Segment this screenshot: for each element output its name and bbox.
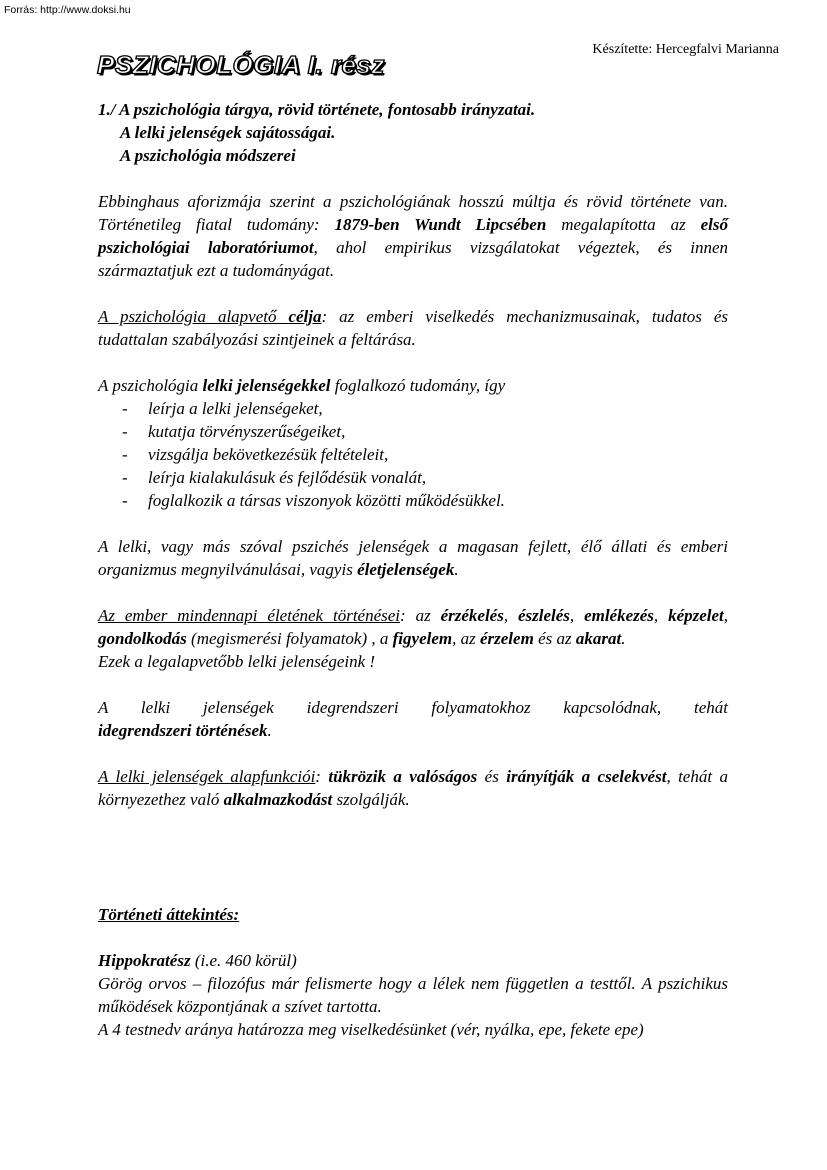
paragraph-basic-phenomena: Ezek a legalapvetőbb lelki jelenségeink ! bbox=[98, 652, 376, 671]
list-item: - kutatja törvényszerűségeiket, bbox=[98, 420, 728, 443]
page-title: PSZICHOLÓGIA I. rész bbox=[97, 50, 385, 80]
paragraph-daily-events: Az ember mindennapi életének történései: az érzékelés, észlelés, emlékezés, képzelet, gondolkodás (megismerési folyamatok) , a figyelem, az érzelem és az akarat. bbox=[98, 606, 729, 648]
paragraph-goal: A pszichológia alapvető célja: az emberi viselkedés mechanizmusainak, tudatos és tudattalan szabályozási szintjeinek a feltárása. bbox=[98, 307, 728, 349]
paragraph-nervous-line: A lelki jelenségek idegrendszeri folyamatokhoz kapcsolódnak, tehát bbox=[98, 698, 728, 717]
heading-line-3: A pszichológia módszerei bbox=[120, 146, 296, 165]
list-item: - leírja a lelki jelenségeket, bbox=[98, 397, 728, 420]
phenomena-list bbox=[98, 397, 728, 512]
source-url: Forrás: http://www.doksi.hu bbox=[4, 4, 131, 16]
list-item: - foglalkozik a társas viszonyok közötti működésükkel. bbox=[98, 489, 728, 512]
chapter-heading bbox=[98, 98, 728, 167]
paragraph-phenomena: A pszichológia lelki jelenségekkel foglalkozó tudomány, így bbox=[98, 376, 506, 395]
paragraph-ebbinghaus: Ebbinghaus aforizmája szerint a pszichológiának hosszú múltja és rövid története van. Történetileg fiatal tudomány: 1879-ben Wundt Lipcsében megalapította az első pszichológiai laboratóriumot, ahol empirikus vizsgálatokat végeztek, és innen származtatjuk ezt a tudományágat. bbox=[98, 192, 729, 280]
hippokrates-text-2: A 4 testnedv aránya határozza meg viselkedésünket (vér, nyálka, epe, fekete epe) bbox=[98, 1020, 644, 1039]
document-body bbox=[98, 98, 728, 1041]
history-title: Történeti áttekintés: bbox=[98, 905, 240, 924]
author-line: Készítette: Hercegfalvi Marianna bbox=[592, 42, 779, 57]
heading-line-1: 1./ A pszichológia tárgya, rövid története, fontosabb irányzatai. bbox=[98, 100, 536, 119]
list-item: - leírja kialakulásuk és fejlődésük vonalát, bbox=[98, 466, 728, 489]
list-item: - vizsgálja bekövetkezésük feltételeit, bbox=[98, 443, 728, 466]
paragraph-life-phenomena: A lelki, vagy más szóval pszichés jelenségek a magasan fejlett, élő állati és emberi organizmus megnyilvánulásai, vagyis életjelenségek. bbox=[98, 537, 728, 579]
paragraph-functions: A lelki jelenségek alapfunkciói: tükrözik a valóságos és irányítják a cselekvést, tehát a környezethez való alkalmazkodást szolgálják. bbox=[98, 767, 728, 809]
heading-line-2: A lelki jelenségek sajátosságai. bbox=[120, 123, 336, 142]
hippokrates-heading: Hippokratész (i.e. 460 körül) bbox=[98, 951, 297, 970]
paragraph-nervous-events: idegrendszeri történések. bbox=[98, 721, 272, 740]
hippokrates-text-1: Görög orvos – filozófus már felismerte hogy a lélek nem független a testtől. A pszichikus működések központjának a szívet tartotta. bbox=[98, 974, 728, 1016]
